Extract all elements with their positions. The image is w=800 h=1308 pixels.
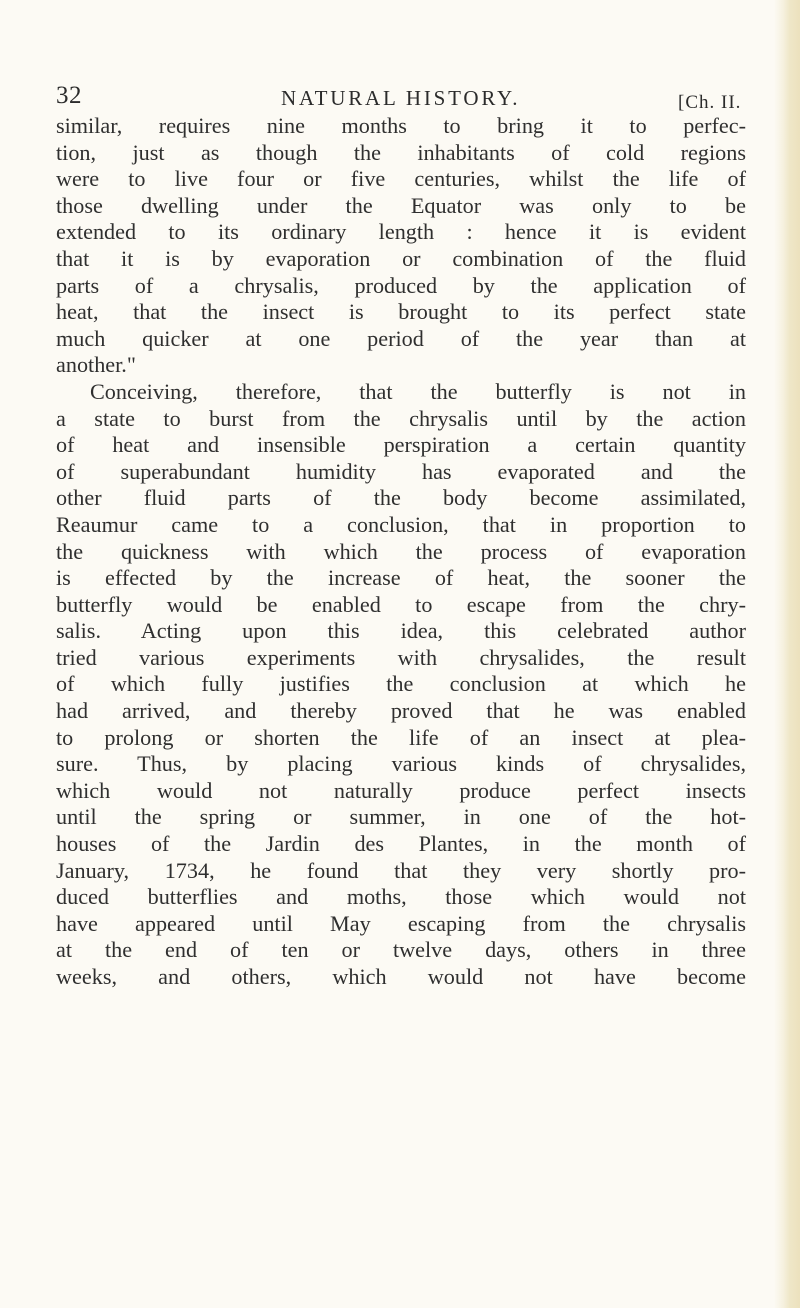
text-line: butterfly would be enabled to escape from the chry- [56,591,746,617]
text-line: which would not naturally produce perfect insects [56,777,746,803]
text-line: salis. Acting upon this idea, this celebrated author [56,618,746,644]
text-line: of heat and insensible perspiration a certain quantity [56,432,746,458]
body-text [56,113,746,991]
text-line: of which fully justifies the conclusion at which he [56,671,746,697]
text-line: is effected by the increase of heat, the sooner the [56,565,746,591]
text-line: extended to its ordinary length : hence it is evident [56,219,746,245]
text-line: of superabundant humidity has evaporated and the [56,458,746,484]
text-line: until the spring or summer, in one of the hot- [56,804,746,830]
text-line: those dwelling under the Equator was only to be [56,192,746,218]
text-line: houses of the Jardin des Plantes, in the month of [56,831,746,857]
text-line: had arrived, and thereby proved that he was enabled [56,698,746,724]
text-line: Conceiving, therefore, that the butterfly is not in [90,378,746,404]
text-line: were to live four or five centuries, whilst the life of [56,166,746,192]
chapter-marker: [Ch. II. [678,92,742,113]
text-line: a state to burst from the chrysalis until by the action [56,405,746,431]
paragraph-1 [56,113,746,379]
text-line: much quicker at one period of the year than at [56,325,746,351]
text-line: duced butterflies and moths, those which would not [56,884,746,910]
page-number: 32 [56,82,82,109]
text-line: other fluid parts of the body become assimilated, [56,485,746,511]
text-line: the quickness with which the process of evaporation [56,538,746,564]
text-line: tried various experiments with chrysalides, the result [56,644,746,670]
text-line: another." [56,352,136,378]
text-line: parts of a chrysalis, produced by the application of [56,272,746,298]
text-line: sure. Thus, by placing various kinds of chrysalides, [56,751,746,777]
paragraph-2 [56,379,746,991]
text-line: to prolong or shorten the life of an insect at plea- [56,724,746,750]
text-line: at the end of ten or twelve days, others in three [56,937,746,963]
page-edge-shadow [774,0,800,1308]
text-line: January, 1734, he found that they very shortly pro- [56,857,746,883]
text-line: that it is by evaporation or combination of the fluid [56,245,746,271]
page-header [56,82,746,114]
text-line: similar, requires nine months to bring it to perfec- [56,113,746,138]
text-line: weeks, and others, which would not have become [56,964,746,989]
running-head: NATURAL HISTORY. [281,86,521,110]
text-line: tion, just as though the inhabitants of cold regions [56,139,746,165]
text-line: heat, that the insect is brought to its perfect state [56,299,746,325]
text-line: Reaumur came to a conclusion, that in proportion to [56,511,746,537]
text-line: have appeared until May escaping from the chrysalis [56,910,746,936]
